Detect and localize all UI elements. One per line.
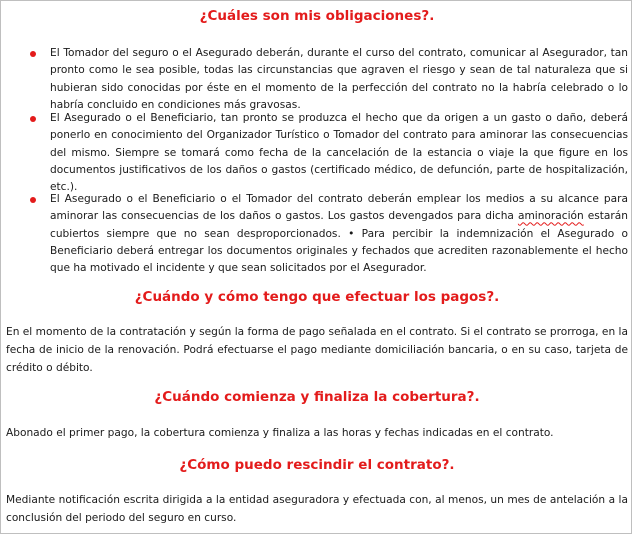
heading-obligations: ¿Cuáles son mis obligaciones?. — [199, 8, 435, 24]
cancel-paragraph: Mediante notificación escrita dirigida a la entidad aseguradora y efectuada con, al menos, un mes de antelación a la conclusión del periodo del seguro en curso. — [6, 494, 628, 524]
list-item-text-before: El Asegurado o el Beneficiario o el Tomador del contrato deberán emplear los medios a su alcance para aminorar las consecuencias de los daños o gastos. Los gastos devengados para dicha — [50, 193, 628, 223]
coverage-paragraph: Abonado el primer pago, la cobertura comienza y finaliza a las horas y fechas indicadas en el contrato. — [6, 427, 554, 439]
bullet-dot-icon — [30, 116, 36, 122]
bullet-dot-icon — [30, 197, 36, 203]
list-item-text-after: estarán cubiertos siempre que no sean desproporcionados. • Para percibir la indemnización el Asegurado o Beneficiario deberá entregar los documentos originales y fechados que acrediten razonablemente el hecho que ha motivado el incidente y que sean solicitados por el Asegurador. — [50, 210, 628, 275]
heading-coverage: ¿Cuándo comienza y finaliza la cobertura?. — [154, 389, 480, 405]
list-item — [50, 45, 628, 114]
heading-payments: ¿Cuándo y cómo tengo que efectuar los pagos?. — [134, 289, 500, 305]
payments-paragraph: En el momento de la contratación y según la forma de pago señalada en el contrato. Si el contrato se prorroga, en la fecha de inicio de la renovación. Podrá efectuarse el pago mediante domiciliación bancaria, o en su caso, tarjeta de crédito o débito. — [6, 326, 628, 374]
spellcheck-flagged-word: aminoración — [517, 210, 584, 223]
list-item-text: El Tomador del seguro o el Asegurado deberán, durante el curso del contrato, comunicar al Asegurador, tan pronto como le sea posible, todas las circunstancias que agraven el riesgo y sean de tal naturaleza que si hubieran sido conocidas por éste en el momento de la perfección del contrato no la habría celebrado o lo habría concluido en condiciones más gravosas. — [50, 47, 628, 111]
bullet-dot-icon — [30, 51, 36, 57]
list-item-text: El Asegurado o el Beneficiario, tan pronto se produzca el hecho que da origen a un gasto o daño, deberá ponerlo en conocimiento del Organizador Turístico o Tomador del contrato para aminorar las consecuencias del mismo. Siempre se tomará como fecha de la cancelación de la estancia o viaje la que figure en los documentos justificativos de los daños o gastos (certificado médico, de defunción, parte de hospitalización, etc.). — [50, 112, 628, 194]
heading-cancel: ¿Cómo puedo rescindir el contrato?. — [179, 457, 455, 473]
list-item — [50, 110, 628, 196]
list-item — [50, 191, 628, 277]
